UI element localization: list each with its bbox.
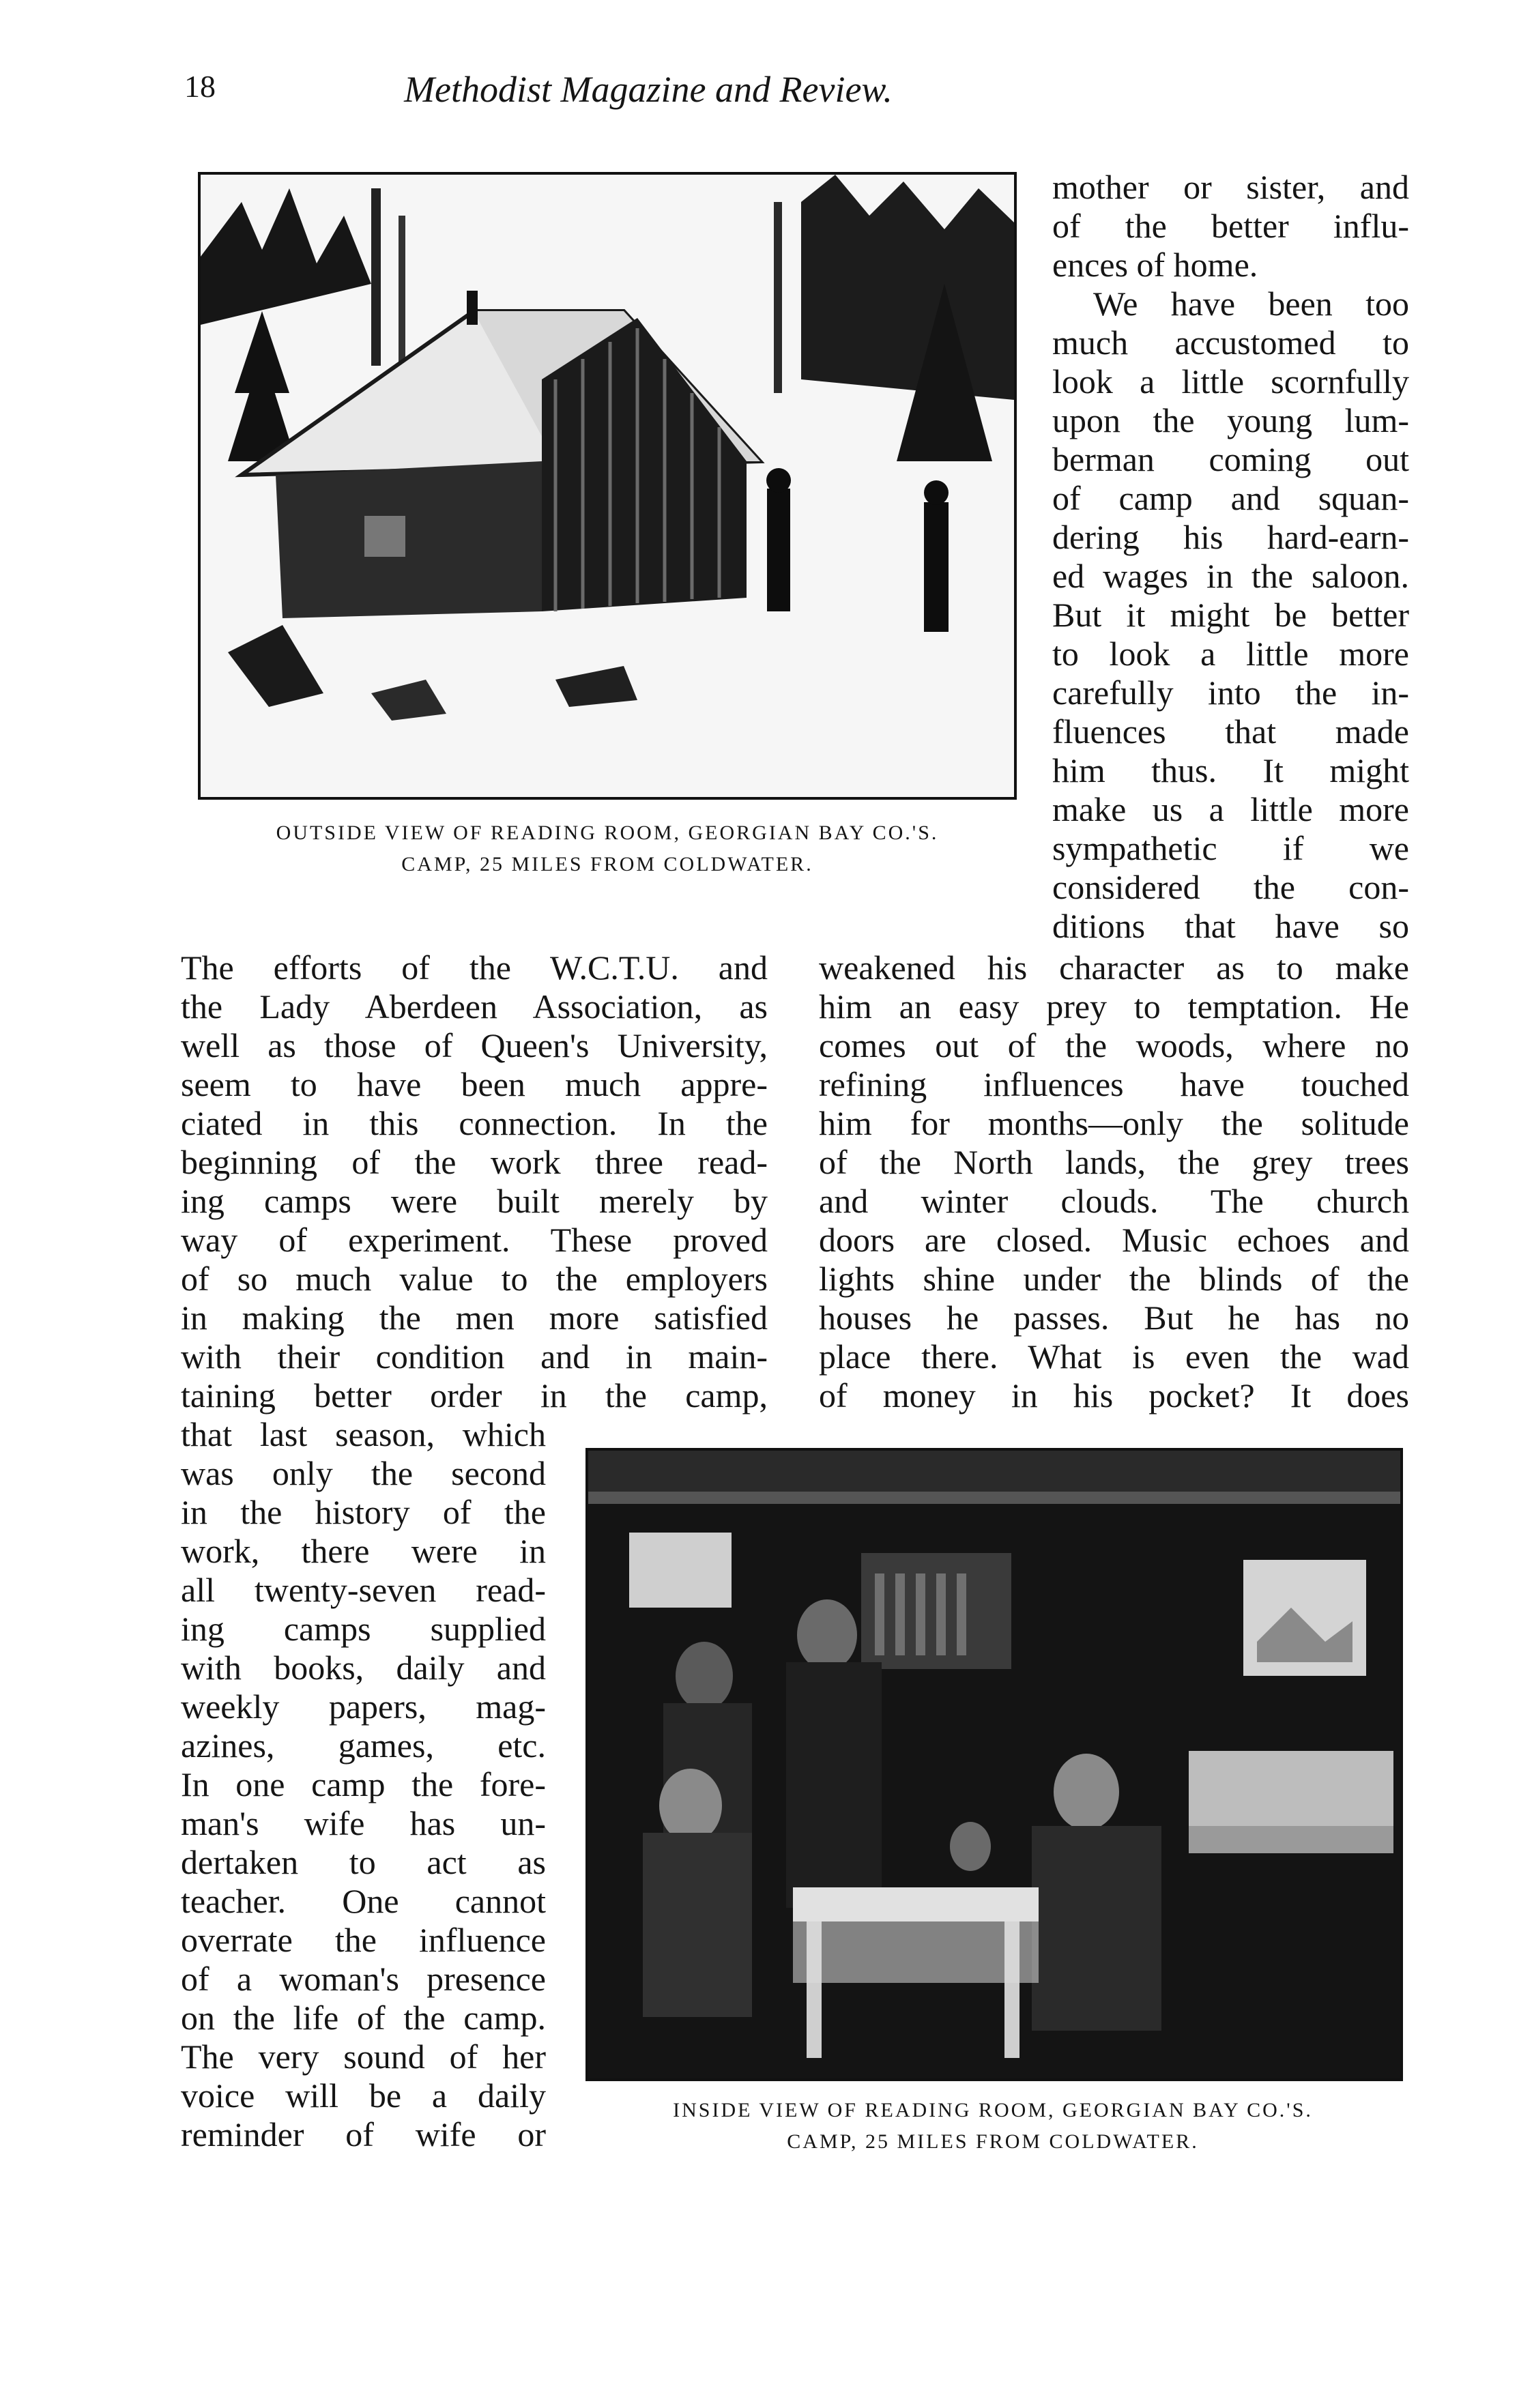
text-line: berman coming out (1052, 440, 1409, 478)
text-line: dering his hard-earn- (1052, 518, 1409, 556)
text-line: weakened his character as to make (819, 948, 1409, 987)
text-line: him thus. It might (1052, 751, 1409, 789)
caption-line: INSIDE VIEW OF READING ROOM, GEORGIAN BAY CO.'S. (673, 2099, 1313, 2121)
text-line: to look a little more (1052, 635, 1409, 673)
text-line: voice will be a daily (181, 2076, 546, 2115)
text-line: with books, daily and (181, 1649, 546, 1687)
inside-room-illustration (588, 1451, 1400, 2078)
text-line: ing camps supplied (181, 1610, 546, 1648)
text-line: that last season, which (181, 1415, 546, 1453)
text-line: ences of home. (1052, 246, 1258, 284)
text-line: look a little scornfully (1052, 362, 1409, 401)
text-line: of money in his pocket? It does (819, 1376, 1409, 1415)
text-line: beginning of the work three read- (181, 1143, 768, 1181)
text-line: ditions that have so (1052, 907, 1409, 945)
text-line: in the history of the (181, 1493, 546, 1531)
text-line: We have been too (1093, 285, 1409, 323)
outside-reading-room-photo (198, 172, 1017, 800)
text-line: fluences that made (1052, 712, 1409, 751)
text-line: way of experiment. These proved (181, 1221, 768, 1259)
inside-photo-caption (573, 2095, 1413, 2158)
text-line: of so much value to the employers (181, 1260, 768, 1298)
text-line: of camp and squan- (1052, 479, 1409, 517)
text-line: mother or sister, and (1052, 168, 1409, 206)
text-line: lights shine under the blinds of the (819, 1260, 1409, 1298)
text-line: seem to have been much appre- (181, 1065, 768, 1103)
text-line: weekly papers, mag- (181, 1687, 546, 1726)
text-line: ed wages in the saloon. (1052, 557, 1409, 595)
text-line: was only the second (181, 1454, 546, 1492)
text-line: The efforts of the W.C.T.U. and (181, 948, 768, 987)
text-line: refining influences have touched (819, 1065, 1409, 1103)
outside-cabin-illustration (201, 175, 1014, 797)
text-line: teacher. One cannot (181, 1882, 546, 1920)
text-line: carefully into the in- (1052, 673, 1409, 712)
text-line: ciated in this connection. In the (181, 1104, 768, 1142)
text-line: him an easy prey to temptation. He (819, 987, 1409, 1026)
text-line: well as those of Queen's University, (181, 1026, 768, 1064)
text-line: sympathetic if we (1052, 829, 1409, 867)
text-line: much accustomed to (1052, 323, 1409, 362)
page-number: 18 (184, 69, 216, 104)
caption-line: CAMP, 25 MILES FROM COLDWATER. (787, 2130, 1199, 2153)
text-line: In one camp the fore- (181, 1765, 546, 1803)
text-line: man's wife has un- (181, 1804, 546, 1842)
text-line: taining better order in the camp, (181, 1376, 768, 1415)
text-line: azines, games, etc. (181, 1726, 546, 1765)
text-line: The very sound of her (181, 2037, 546, 2076)
text-line: all twenty-seven read- (181, 1571, 546, 1609)
text-line: place there. What is even the wad (819, 1337, 1409, 1376)
caption-line: CAMP, 25 MILES FROM COLDWATER. (401, 853, 813, 875)
text-line: ing camps were built merely by (181, 1182, 768, 1220)
text-line: considered the con- (1052, 868, 1409, 906)
caption-line: OUTSIDE VIEW OF READING ROOM, GEORGIAN BAY CO.'S. (276, 822, 939, 844)
text-line: the Lady Aberdeen Association, as (181, 987, 768, 1026)
text-line: dertaken to act as (181, 1843, 546, 1881)
text-line: of the better influ- (1052, 207, 1409, 245)
text-line: reminder of wife or (181, 2115, 546, 2153)
text-line: make us a little more (1052, 790, 1409, 828)
text-line: comes out of the woods, where no (819, 1026, 1409, 1064)
text-line: work, there were in (181, 1532, 546, 1570)
text-line: overrate the influence (181, 1921, 546, 1959)
outside-photo-caption (181, 817, 1034, 880)
text-line: But it might be better (1052, 596, 1409, 634)
text-line: on the life of the camp. (181, 1999, 546, 2037)
text-line: doors are closed. Music echoes and (819, 1221, 1409, 1259)
text-line: houses he passes. But he has no (819, 1299, 1409, 1337)
text-line: of the North lands, the grey trees (819, 1143, 1409, 1181)
running-title: Methodist Magazine and Review. (404, 69, 893, 110)
text-line: and winter clouds. The church (819, 1182, 1409, 1220)
text-line: in making the men more satisfied (181, 1299, 768, 1337)
page-header (184, 68, 1112, 123)
text-line: of a woman's presence (181, 1960, 546, 1998)
text-line: upon the young lum- (1052, 401, 1409, 439)
text-line: him for months—only the solitude (819, 1104, 1409, 1142)
text-line: with their condition and in main- (181, 1337, 768, 1376)
inside-reading-room-photo (585, 1448, 1403, 2081)
